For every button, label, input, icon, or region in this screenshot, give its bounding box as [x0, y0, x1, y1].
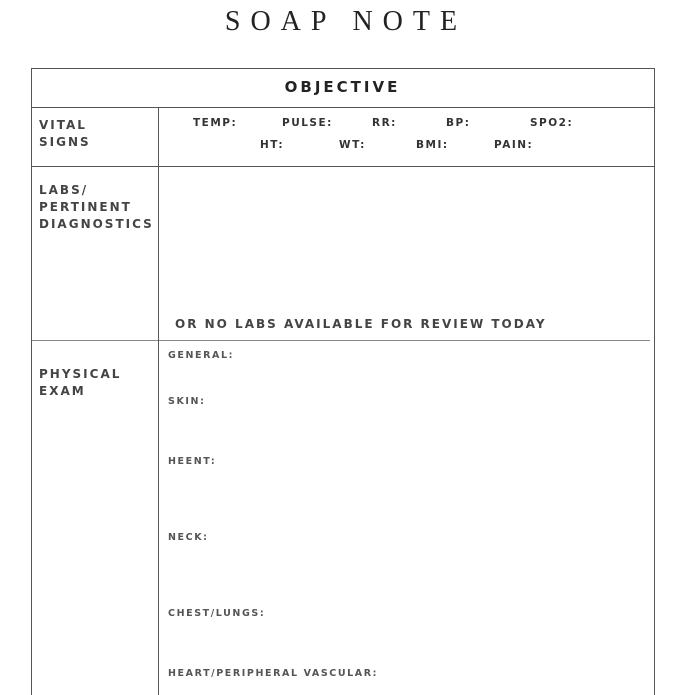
pe-heent[interactable]: HEENT: [168, 456, 217, 467]
pe-chest-lungs[interactable]: CHEST/LUNGS: [168, 608, 266, 619]
label-line: LABS/ [39, 183, 89, 197]
physical-exam-label [39, 366, 121, 400]
page-title: SOAP NOTE [224, 6, 468, 37]
label-line: SIGNS [39, 135, 91, 149]
vital-pain[interactable]: PAIN: [494, 139, 534, 151]
labs-label [39, 182, 154, 233]
table-top-border [31, 68, 654, 69]
pe-neck[interactable]: NECK: [168, 532, 209, 543]
section-heading-objective: OBJECTIVE [284, 78, 401, 96]
table-right-border [654, 68, 655, 695]
table-left-border [31, 68, 32, 695]
row-divider [31, 340, 650, 341]
pe-skin[interactable]: SKIN: [168, 396, 206, 407]
column-divider [158, 107, 159, 695]
label-line: DIAGNOSTICS [39, 217, 154, 231]
vital-signs-label [39, 117, 91, 151]
pe-general[interactable]: GENERAL: [168, 350, 235, 361]
pe-heart-peripheral-vascular[interactable]: HEART/PERIPHERAL VASCULAR: [168, 668, 379, 679]
row-divider [31, 107, 654, 108]
vital-ht[interactable]: HT: [260, 139, 285, 151]
label-line: PHYSICAL [39, 367, 122, 381]
label-line: VITAL [39, 118, 87, 132]
vital-wt[interactable]: WT: [339, 139, 366, 151]
vital-spo2[interactable]: SPO2: [530, 117, 574, 129]
vital-rr[interactable]: RR: [372, 117, 397, 129]
vital-temp[interactable]: TEMP: [193, 117, 238, 129]
vital-pulse[interactable]: PULSE: [282, 117, 333, 129]
row-divider [31, 166, 654, 167]
vital-bmi[interactable]: BMI: [416, 139, 449, 151]
label-line: EXAM [39, 384, 86, 398]
no-labs-note[interactable]: OR NO LABS AVAILABLE FOR REVIEW TODAY [175, 317, 547, 331]
vital-bp[interactable]: BP: [446, 117, 471, 129]
label-line: PERTINENT [39, 200, 132, 214]
